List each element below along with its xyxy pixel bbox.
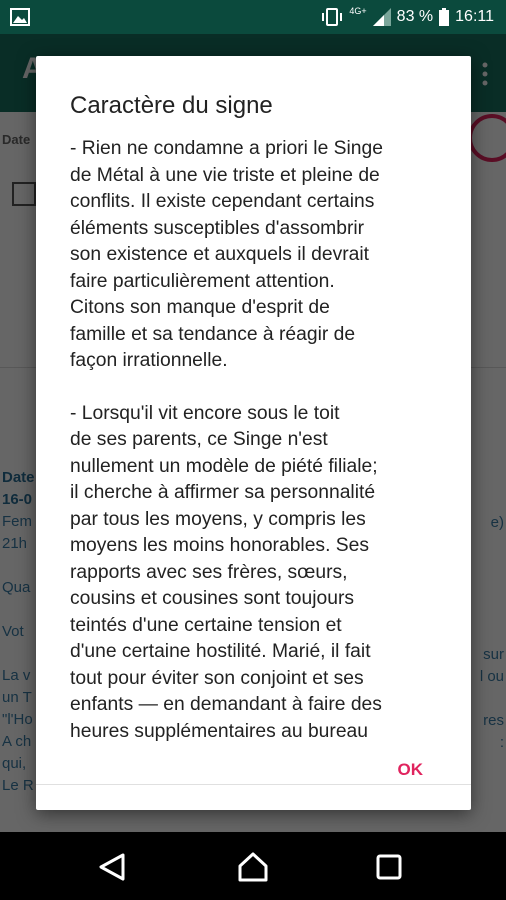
back-icon[interactable] xyxy=(95,850,129,884)
ok-button[interactable]: OK xyxy=(397,760,423,779)
battery-icon xyxy=(439,8,449,26)
vibrate-icon xyxy=(321,8,343,26)
dialog-paragraph: - Rien ne condamne a priori le Singe de Métal à une vie triste et pleine de conflits. Il existe cependant certains éléments susceptibles d'assombrir son existence et auxquels il devrait faire particulièrement attention. Citons son manque d'esprit de famille et sa tendance à réagir de façon irrationnelle. xyxy=(70,138,383,371)
status-bar xyxy=(0,0,506,34)
dialog-divider xyxy=(36,784,471,785)
home-icon[interactable] xyxy=(236,850,270,884)
sign-character-dialog xyxy=(36,56,471,810)
network-type-label: 4G+ xyxy=(349,6,367,16)
status-icons xyxy=(321,0,494,34)
recents-icon[interactable] xyxy=(372,850,406,884)
dialog-message[interactable] xyxy=(70,136,465,784)
battery-percent: 83 % xyxy=(396,8,434,25)
dialog-title: Caractère du signe xyxy=(70,92,273,119)
dialog-paragraph: - Lorsqu'il vit encore sous le toit de ses parents, ce Singe n'est nullement un modèle de piété filiale; il cherche à affirmer sa personnalité par tous les moyens, y compris les moyens les moins honorables. Ses rapports avec ses frères, sœurs, cousins et cousines sont toujours teintés d'une certaine tension et d'une certaine hostilité. Marié, il fait tout pour éviter son conjoint et ses enfants — en demandant à faire des heures supplémentaires au bureau xyxy=(70,402,382,742)
signal-icon xyxy=(373,8,391,26)
clock: 16:11 xyxy=(455,8,494,25)
navigation-bar xyxy=(0,832,506,900)
image-notification-icon xyxy=(10,8,30,26)
